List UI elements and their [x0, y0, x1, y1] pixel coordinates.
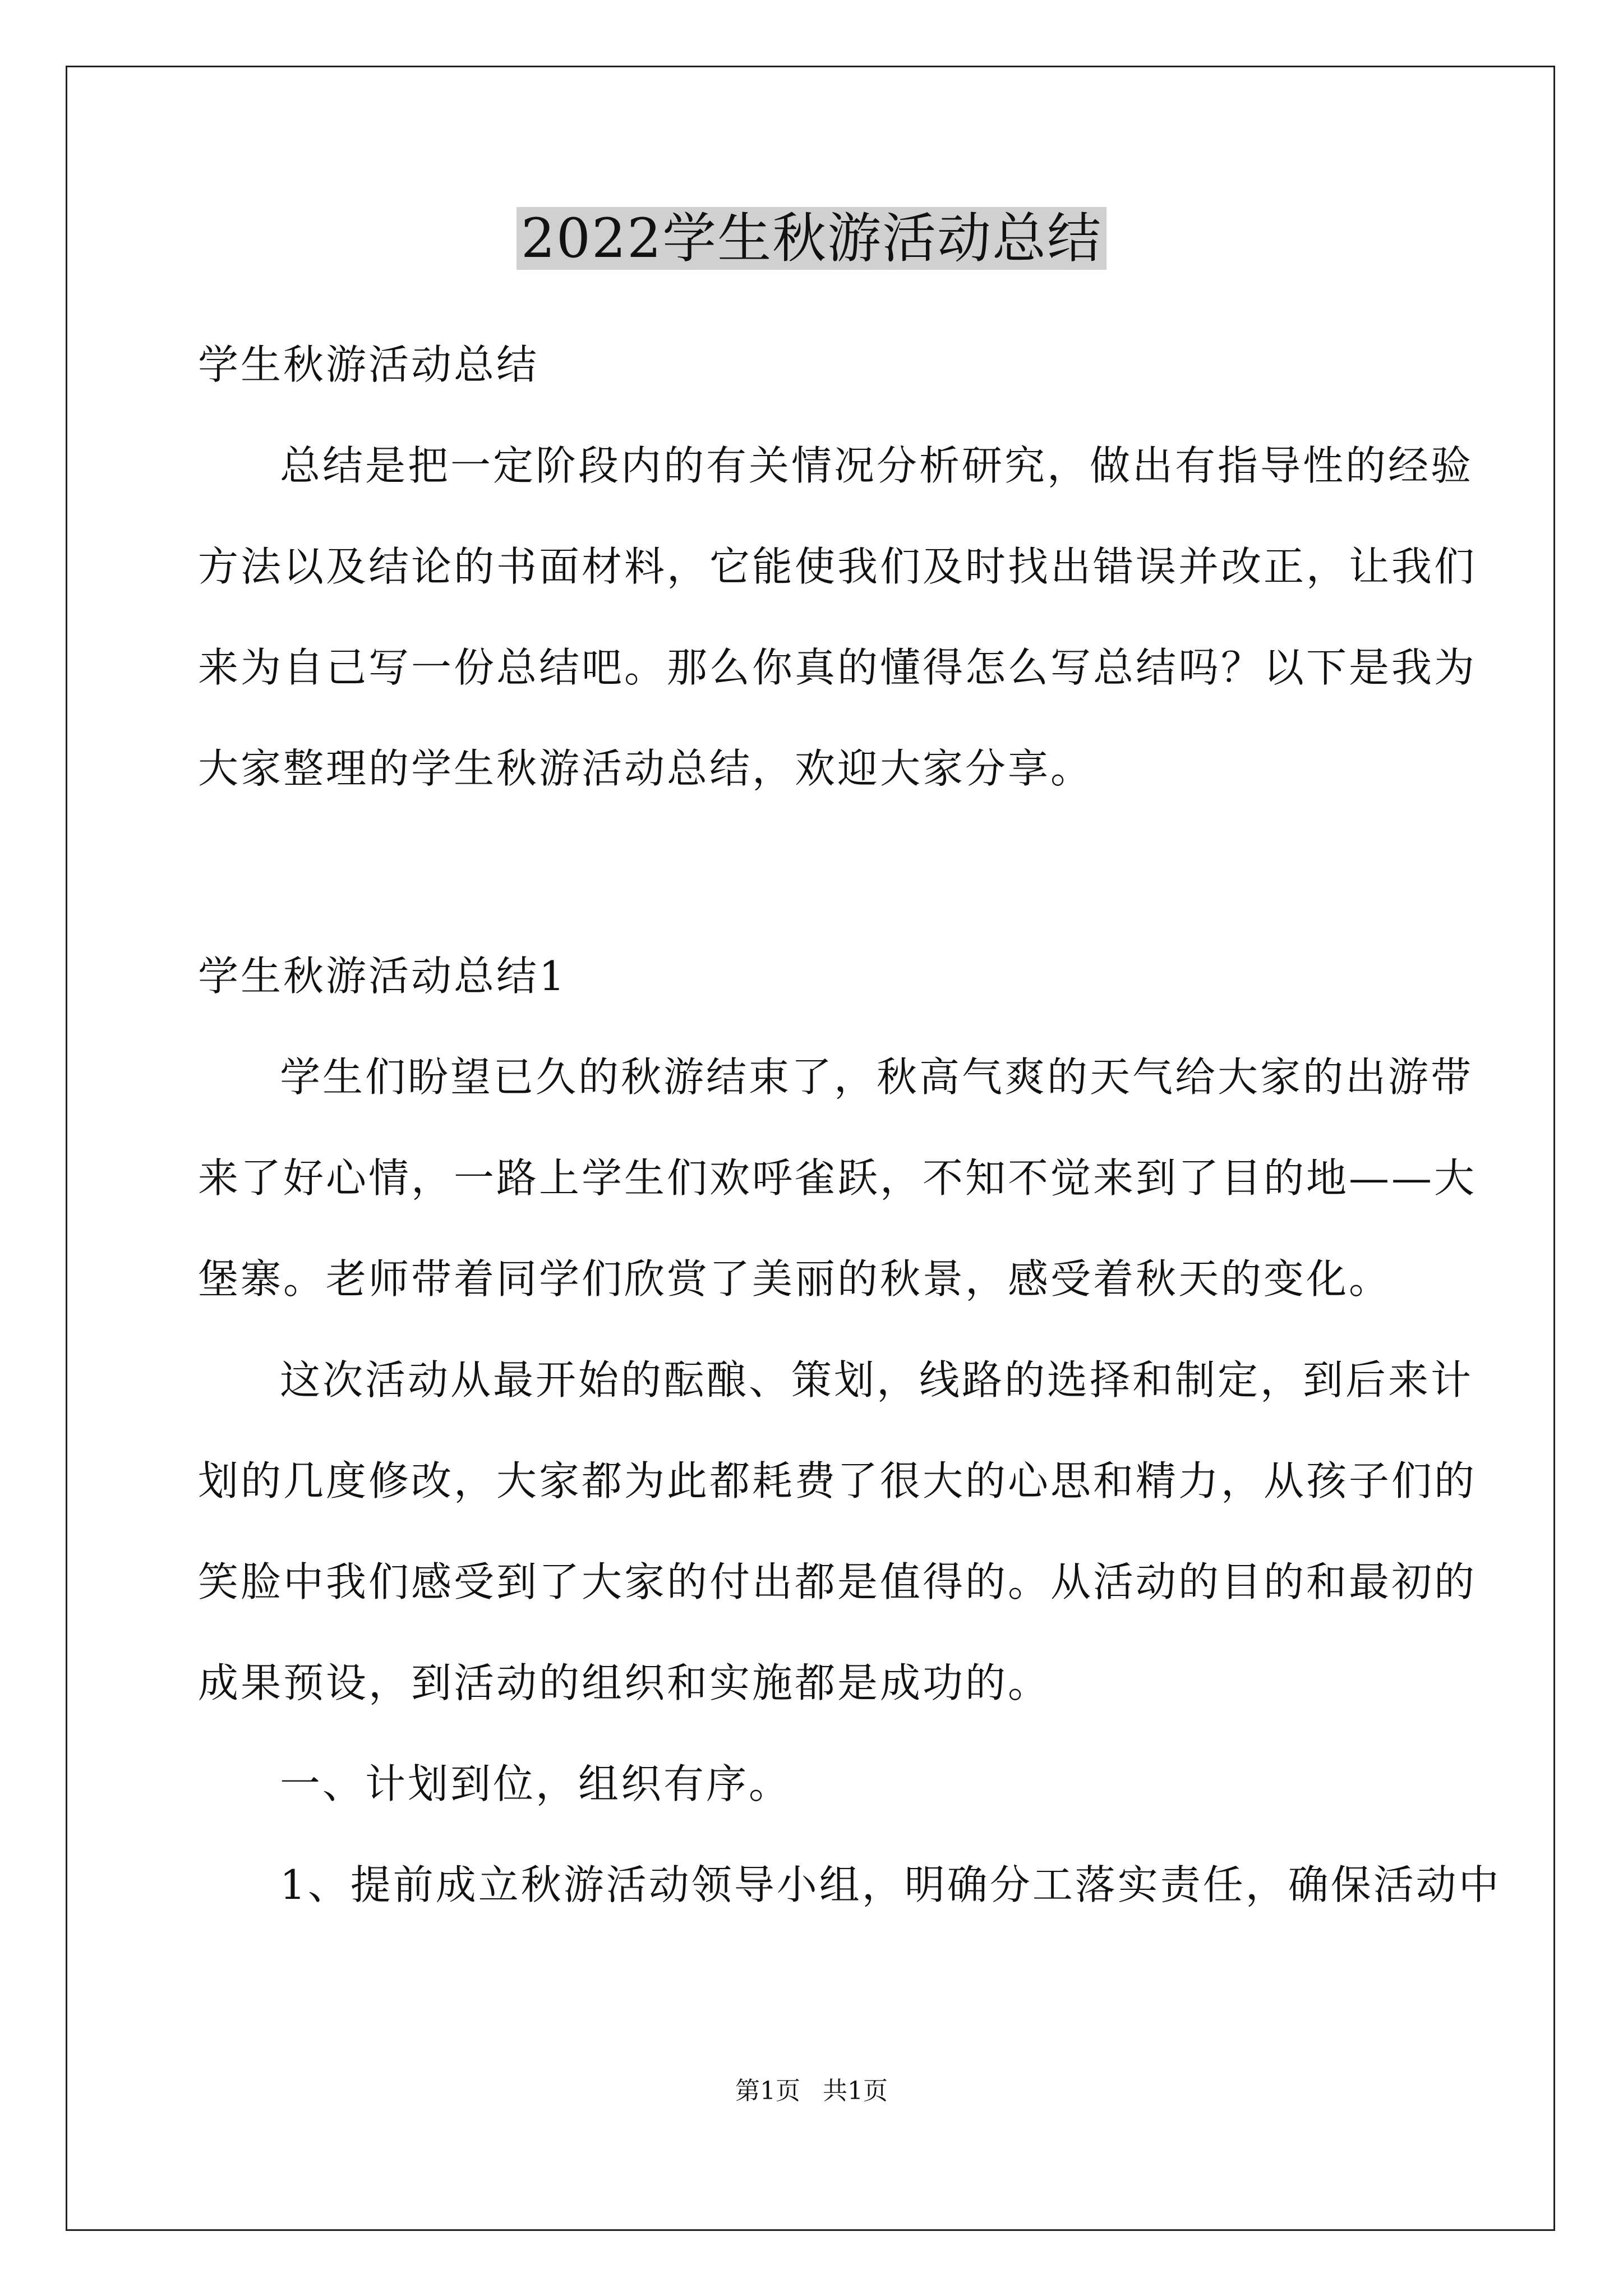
page-total: 共1页 [823, 2077, 888, 2105]
list-item-line: 1、提前成立秋游活动领导小组，明确分工落实责任，确保活动中 [280, 1861, 1501, 1908]
paragraph-line: 这次活动从最开始的酝酿、策划，线路的选择和制定，到后来计 [280, 1356, 1474, 1404]
paragraph-line: 来为自己写一份总结吧。那么你真的懂得怎么写总结吗？以下是我为 [198, 644, 1477, 691]
paragraph-line: 学生们盼望已久的秋游结束了，秋高气爽的天气给大家的出游带 [280, 1053, 1474, 1101]
paragraph-line: 大家整理的学生秋游活动总结，欢迎大家分享。 [198, 745, 1094, 792]
page-number: 第1页 [735, 2077, 800, 2105]
subtitle-line: 学生秋游活动总结 [198, 341, 540, 388]
document-title-text: 2022学生秋游活动总结 [517, 207, 1106, 270]
paragraph-line: 成果预设，到活动的组织和实施都是成功的。 [198, 1659, 1051, 1706]
page-footer [0, 2074, 1623, 2108]
paragraph-line: 来了好心情，一路上学生们欢呼雀跃，不知不觉来到了目的地——大 [198, 1154, 1477, 1202]
paragraph-line: 堡寨。老师带着同学们欣赏了美丽的秋景，感受着秋天的变化。 [198, 1255, 1392, 1303]
document-title [0, 199, 1623, 278]
section-heading-line: 学生秋游活动总结1 [198, 953, 567, 1000]
document-body [198, 314, 1501, 1935]
paragraph-line: 笑脸中我们感受到了大家的付出都是值得的。从活动的目的和最初的 [198, 1558, 1477, 1605]
paragraph-line: 方法以及结论的书面材料，它能使我们及时找出错误并改正，让我们 [198, 543, 1477, 590]
section-gap [198, 819, 1443, 926]
paragraph-line: 总结是把一定阶段内的有关情况分析研究，做出有指导性的经验 [280, 442, 1474, 489]
paragraph-line: 划的几度修改，大家都为此都耗费了很大的心思和精力，从孩子们的 [198, 1457, 1477, 1504]
list-heading-line: 一、计划到位，组织有序。 [280, 1760, 792, 1807]
